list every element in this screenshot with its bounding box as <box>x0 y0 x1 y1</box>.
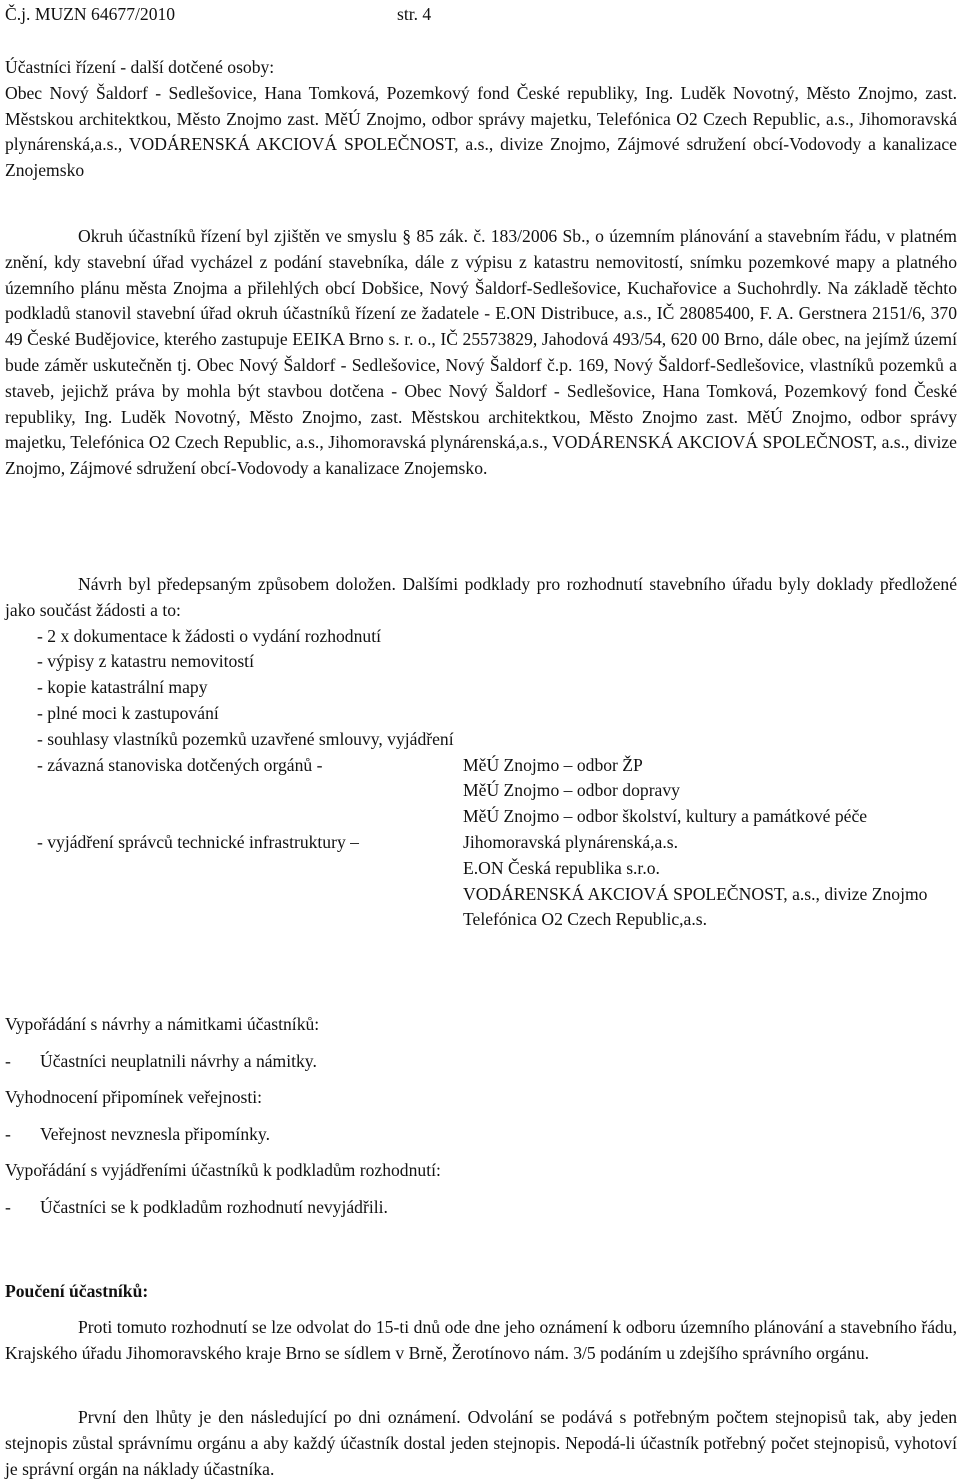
page-header <box>5 2 957 28</box>
page-number: str. 4 <box>397 4 432 24</box>
list-item: - kopie katastrální mapy <box>37 677 208 698</box>
instruction-paragraph-2: První den lhůty je den následující po dni oznámení. Odvolání se podává s potřebným počtem stejnopisů tak, aby jeden stejnopis zůstal správnímu orgánu a aby každý účastník dostal jeden stejnopis. Nepodá-li účastník potřebný počet stejnopisů, vyhotoví je správní orgán na náklady účastníka. <box>5 1407 957 1479</box>
instruction-title: Poučení účastníků: <box>5 1281 149 1301</box>
list-item: Jihomoravská plynárenská,a.s. <box>463 831 678 852</box>
organs-row <box>5 753 957 830</box>
participants-section <box>5 55 957 184</box>
list-item: - 2 x dokumentace k žádosti o vydání rozhodnutí <box>37 625 381 646</box>
dash-marker: - <box>5 1196 11 1217</box>
list-item: Telefónica O2 Czech Republic,a.s. <box>463 909 708 930</box>
proposal-intro: Návrh byl předepsaným způsobem doložen. Dalšími podklady pro rozhodnutí stavebního úřadu byly doklady předložené jako součást žádosti a to: <box>5 574 957 620</box>
settlement-text: Účastníci neuplatnili návrhy a námitky. <box>40 1050 317 1071</box>
reference-number: Č.j. MUZN 64677/2010 <box>5 4 176 24</box>
list-item: MěÚ Znojmo – odbor ŽP <box>463 754 643 775</box>
settlement-item <box>5 1195 957 1221</box>
settlement-heading: Vypořádání s vyjádřeními účastníků k podkladům rozhodnutí: <box>5 1160 441 1180</box>
settlement-2 <box>5 1085 957 1148</box>
participants-title: Účastníci řízení - další dotčené osoby: <box>5 57 275 77</box>
settlement-item <box>5 1049 957 1075</box>
infra-row <box>5 830 957 933</box>
list-item: - plné moci k zastupování <box>37 702 219 723</box>
settlement-3 <box>5 1158 957 1221</box>
list-item: MěÚ Znojmo – odbor školství, kultury a památkové péče <box>463 806 868 827</box>
dash-marker: - <box>5 1050 11 1071</box>
settlement-text: Veřejnost nevznesla připomínky. <box>40 1123 270 1144</box>
infra-list <box>463 830 957 933</box>
proposal-section <box>5 572 957 933</box>
settlement-text: Účastníci se k podkladům rozhodnutí nevyjádřili. <box>40 1196 388 1217</box>
documents-list <box>5 624 957 753</box>
settlement-item <box>5 1122 957 1148</box>
list-item: VODÁRENSKÁ AKCIOVÁ SPOLEČNOST, a.s., divize Znojmo <box>463 883 928 904</box>
list-item: MěÚ Znojmo – odbor dopravy <box>463 780 680 801</box>
circle-paragraph: Okruh účastníků řízení byl zjištěn ve smyslu § 85 zák. č. 183/2006 Sb., o územním plánování a stavebním řádu, v platném znění, kdy stavební úřad vycházel z podání stavebníka, dále z výpisu z katastru nemovitostí, snímku pozemkové mapy a platného územního plánu města Znojma a přilehlých obcí Dobšice, Nový Šaldorf-Sedlešovice, Kuchařovice a Suchohrdly. Na základě těchto podkladů stanovil stavební úřad okruh účastníků řízení ze žadatele - E.ON Distribuce, a.s., IČ 28085400, F. A. Gerstnera 2151/6, 370 49 České Budějovice, kterého zastupuje EEIKA Brno s. r. o., IČ 25573829, Jahodová 493/54, 620 00 Brno, dále obec, na jejímž území bude záměr uskutečněn tj. Obec Nový Šaldorf - Sedlešovice, Nový Šaldorf č.p. 169, Nový Šaldorf-Sedlešovice, vlastníků pozemků a staveb, jejichž práva by mohla být stavbou dotčena - Obec Nový Šaldorf - Sedlešovice, Hana Tomková, Pozemkový fond České republiky, Ing. Luděk Novotný, Město Znojmo, zast. Městskou architektkou, Město Znojmo zast. MěÚ Znojmo, odbor správy majetku, Telefónica O2 Czech Republic, a.s., Jihomoravská plynárenská,a.s., VODÁRENSKÁ AKCIOVÁ SPOLEČNOST, a.s., divize Znojmo, Zájmové sdružení obcí-Vodovody a kanalizace Znojemsko. <box>5 226 957 479</box>
settlement-heading: Vypořádání s návrhy a námitkami účastníků: <box>5 1014 320 1034</box>
settlement-1 <box>5 1012 957 1075</box>
dash-marker: - <box>5 1123 11 1144</box>
organs-list <box>463 753 957 830</box>
instruction-paragraph-1: Proti tomuto rozhodnutí se lze odvolat do 15-ti dnů ode dne jeho oznámení k odboru územního plánování a stavebního řádu, Krajského úřadu Jihomoravského kraje Brno se sídlem v Brně, Žerotínovo nám. 3/5 podáním u zdejšího správního orgánu. <box>5 1317 957 1363</box>
settlement-heading: Vyhodnocení připomínek veřejnosti: <box>5 1087 263 1107</box>
list-item: E.ON Česká republika s.r.o. <box>463 857 660 878</box>
infra-label: - vyjádření správců technické infrastruktury – <box>37 831 359 852</box>
participants-text: Obec Nový Šaldorf - Sedlešovice, Hana Tomková, Pozemkový fond České republiky, Ing. Luděk Novotný, Město Znojmo, zast. Městskou architektkou, Město Znojmo zast. MěÚ Znojmo, odbor správy majetku, Telefónica O2 Czech Republic, a.s., Jihomoravská plynárenská,a.s., VODÁRENSKÁ AKCIOVÁ SPOLEČNOST, a.s., divize Znojmo, Zájmové sdružení obcí-Vodovody a kanalizace Znojemsko <box>5 82 957 181</box>
list-item: - souhlasy vlastníků pozemků uzavřené smlouvy, vyjádření <box>37 728 454 749</box>
organs-label: - závazná stanoviska dotčených orgánů - <box>37 754 323 775</box>
list-item: - výpisy z katastru nemovitostí <box>37 651 254 672</box>
